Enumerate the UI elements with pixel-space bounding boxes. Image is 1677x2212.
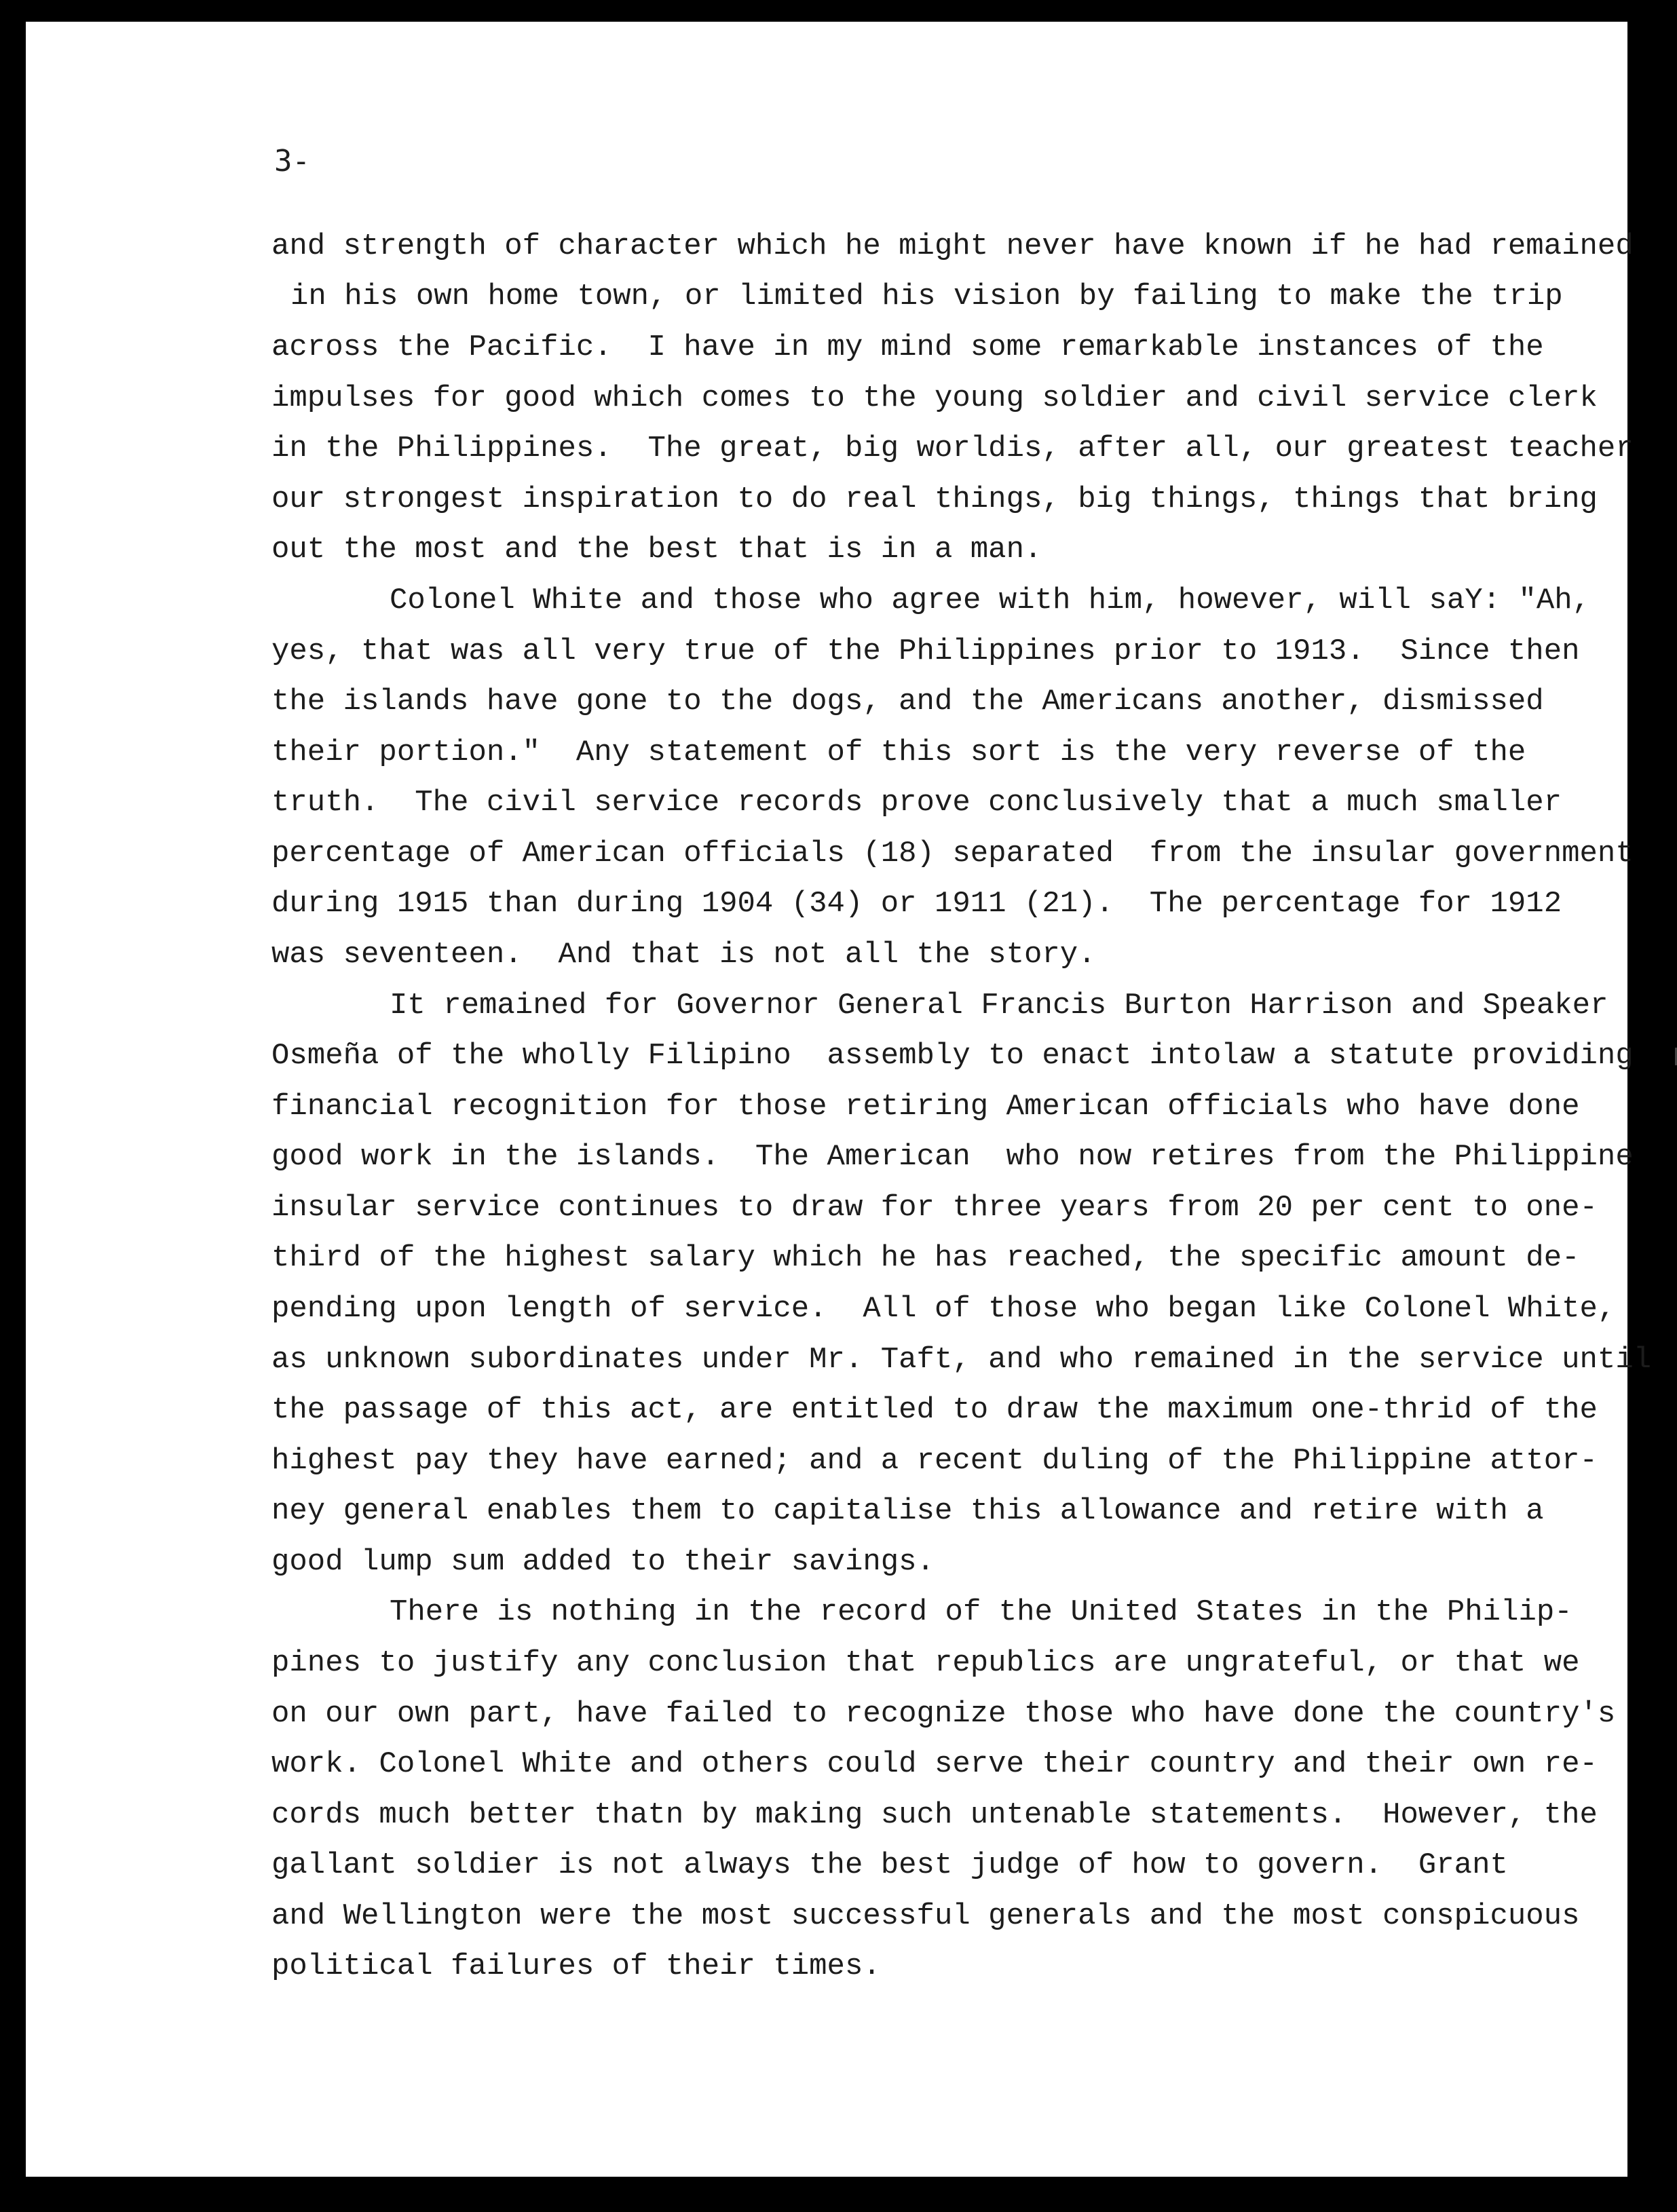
text-line-26: ney general enables them to capitalise this allowance and retire with a bbox=[271, 1494, 1544, 1528]
text-line-25: highest pay they have earned; and a recent duling of the Philippine attor- bbox=[271, 1444, 1598, 1478]
text-line-19: good work in the islands. The American who now retires from the Philippine bbox=[271, 1140, 1634, 1174]
text-line-7: out the most and the best that is in a man. bbox=[271, 533, 1042, 567]
text-line-33: gallant soldier is not always the best judge of how to govern. Grant bbox=[271, 1848, 1508, 1882]
text-line-28: There is nothing in the record of the United States in the Philip- bbox=[390, 1595, 1572, 1629]
text-line-20: insular service continues to draw for three years from 20 per cent to one- bbox=[271, 1191, 1598, 1225]
text-line-35: political failures of their times. bbox=[271, 1949, 881, 1983]
text-line-10: the islands have gone to the dogs, and the Americans another, dismissed bbox=[271, 685, 1544, 719]
page-number: 3- bbox=[274, 144, 310, 178]
text-line-2: in his own home town, or limited his vision by failing to make the trip bbox=[290, 280, 1563, 313]
text-line-21: third of the highest salary which he has reached, the specific amount de- bbox=[271, 1241, 1580, 1275]
text-line-22: pending upon length of service. All of those who began like Colonel White, bbox=[271, 1292, 1616, 1326]
text-line-23: as unknown subordinates under Mr. Taft, and who remained in the service until bbox=[271, 1343, 1652, 1377]
text-line-14: during 1915 than during 1904 (34) or 1911 (21). The percentage for 1912 bbox=[271, 887, 1562, 921]
text-line-3: across the Pacific. I have in my mind some remarkable instances of the bbox=[271, 330, 1544, 364]
text-line-32: cords much better thatn by making such untenable statements. However, the bbox=[271, 1798, 1598, 1832]
text-line-9: yes, that was all very true of the Philippines prior to 1913. Since then bbox=[271, 634, 1580, 668]
text-line-1: and strength of character which he might never have known if he had remained bbox=[271, 229, 1634, 263]
text-line-34: and Wellington were the most successful generals and the most conspicuous bbox=[271, 1899, 1580, 1933]
text-line-30: on our own part, have failed to recognize those who have done the country's bbox=[271, 1697, 1616, 1731]
text-line-15: was seventeen. And that is not all the story. bbox=[271, 938, 1096, 972]
text-line-17: Osmeña of the wholly Filipino assembly to enact intolaw a statute providing bbox=[271, 1039, 1634, 1073]
text-line-4: impulses for good which comes to the young soldier and civil service clerk bbox=[271, 381, 1598, 415]
text-line-12: truth. The civil service records prove conclusively that a much smaller bbox=[271, 786, 1562, 820]
text-line-6: our strongest inspiration to do real things, big things, things that bring bbox=[271, 482, 1598, 516]
text-line-24: the passage of this act, are entitled to draw the maximum one-thrid of the bbox=[271, 1393, 1598, 1427]
text-line-11: their portion." Any statement of this sort is the very reverse of the bbox=[271, 736, 1526, 769]
text-line-16: It remained for Governor General Francis Burton Harrison and Speaker bbox=[390, 989, 1608, 1023]
text-line-27: good lump sum added to their savings. bbox=[271, 1545, 935, 1579]
text-line-8: Colonel White and those who agree with him, however, will saY: "Ah, bbox=[390, 584, 1591, 617]
text-line-29: pines to justify any conclusion that republics are ungrateful, or that we bbox=[271, 1646, 1580, 1680]
text-line-18: financial recognition for those retiring American officials who have done bbox=[271, 1090, 1580, 1124]
text-line-5: in the Philippines. The great, big worldis, after all, our greatest teacher bbox=[271, 432, 1634, 465]
text-line-13: percentage of American officials (18) separated from the insular government bbox=[271, 837, 1634, 871]
text-line-31: work. Colonel White and others could serve their country and their own re- bbox=[271, 1747, 1598, 1781]
